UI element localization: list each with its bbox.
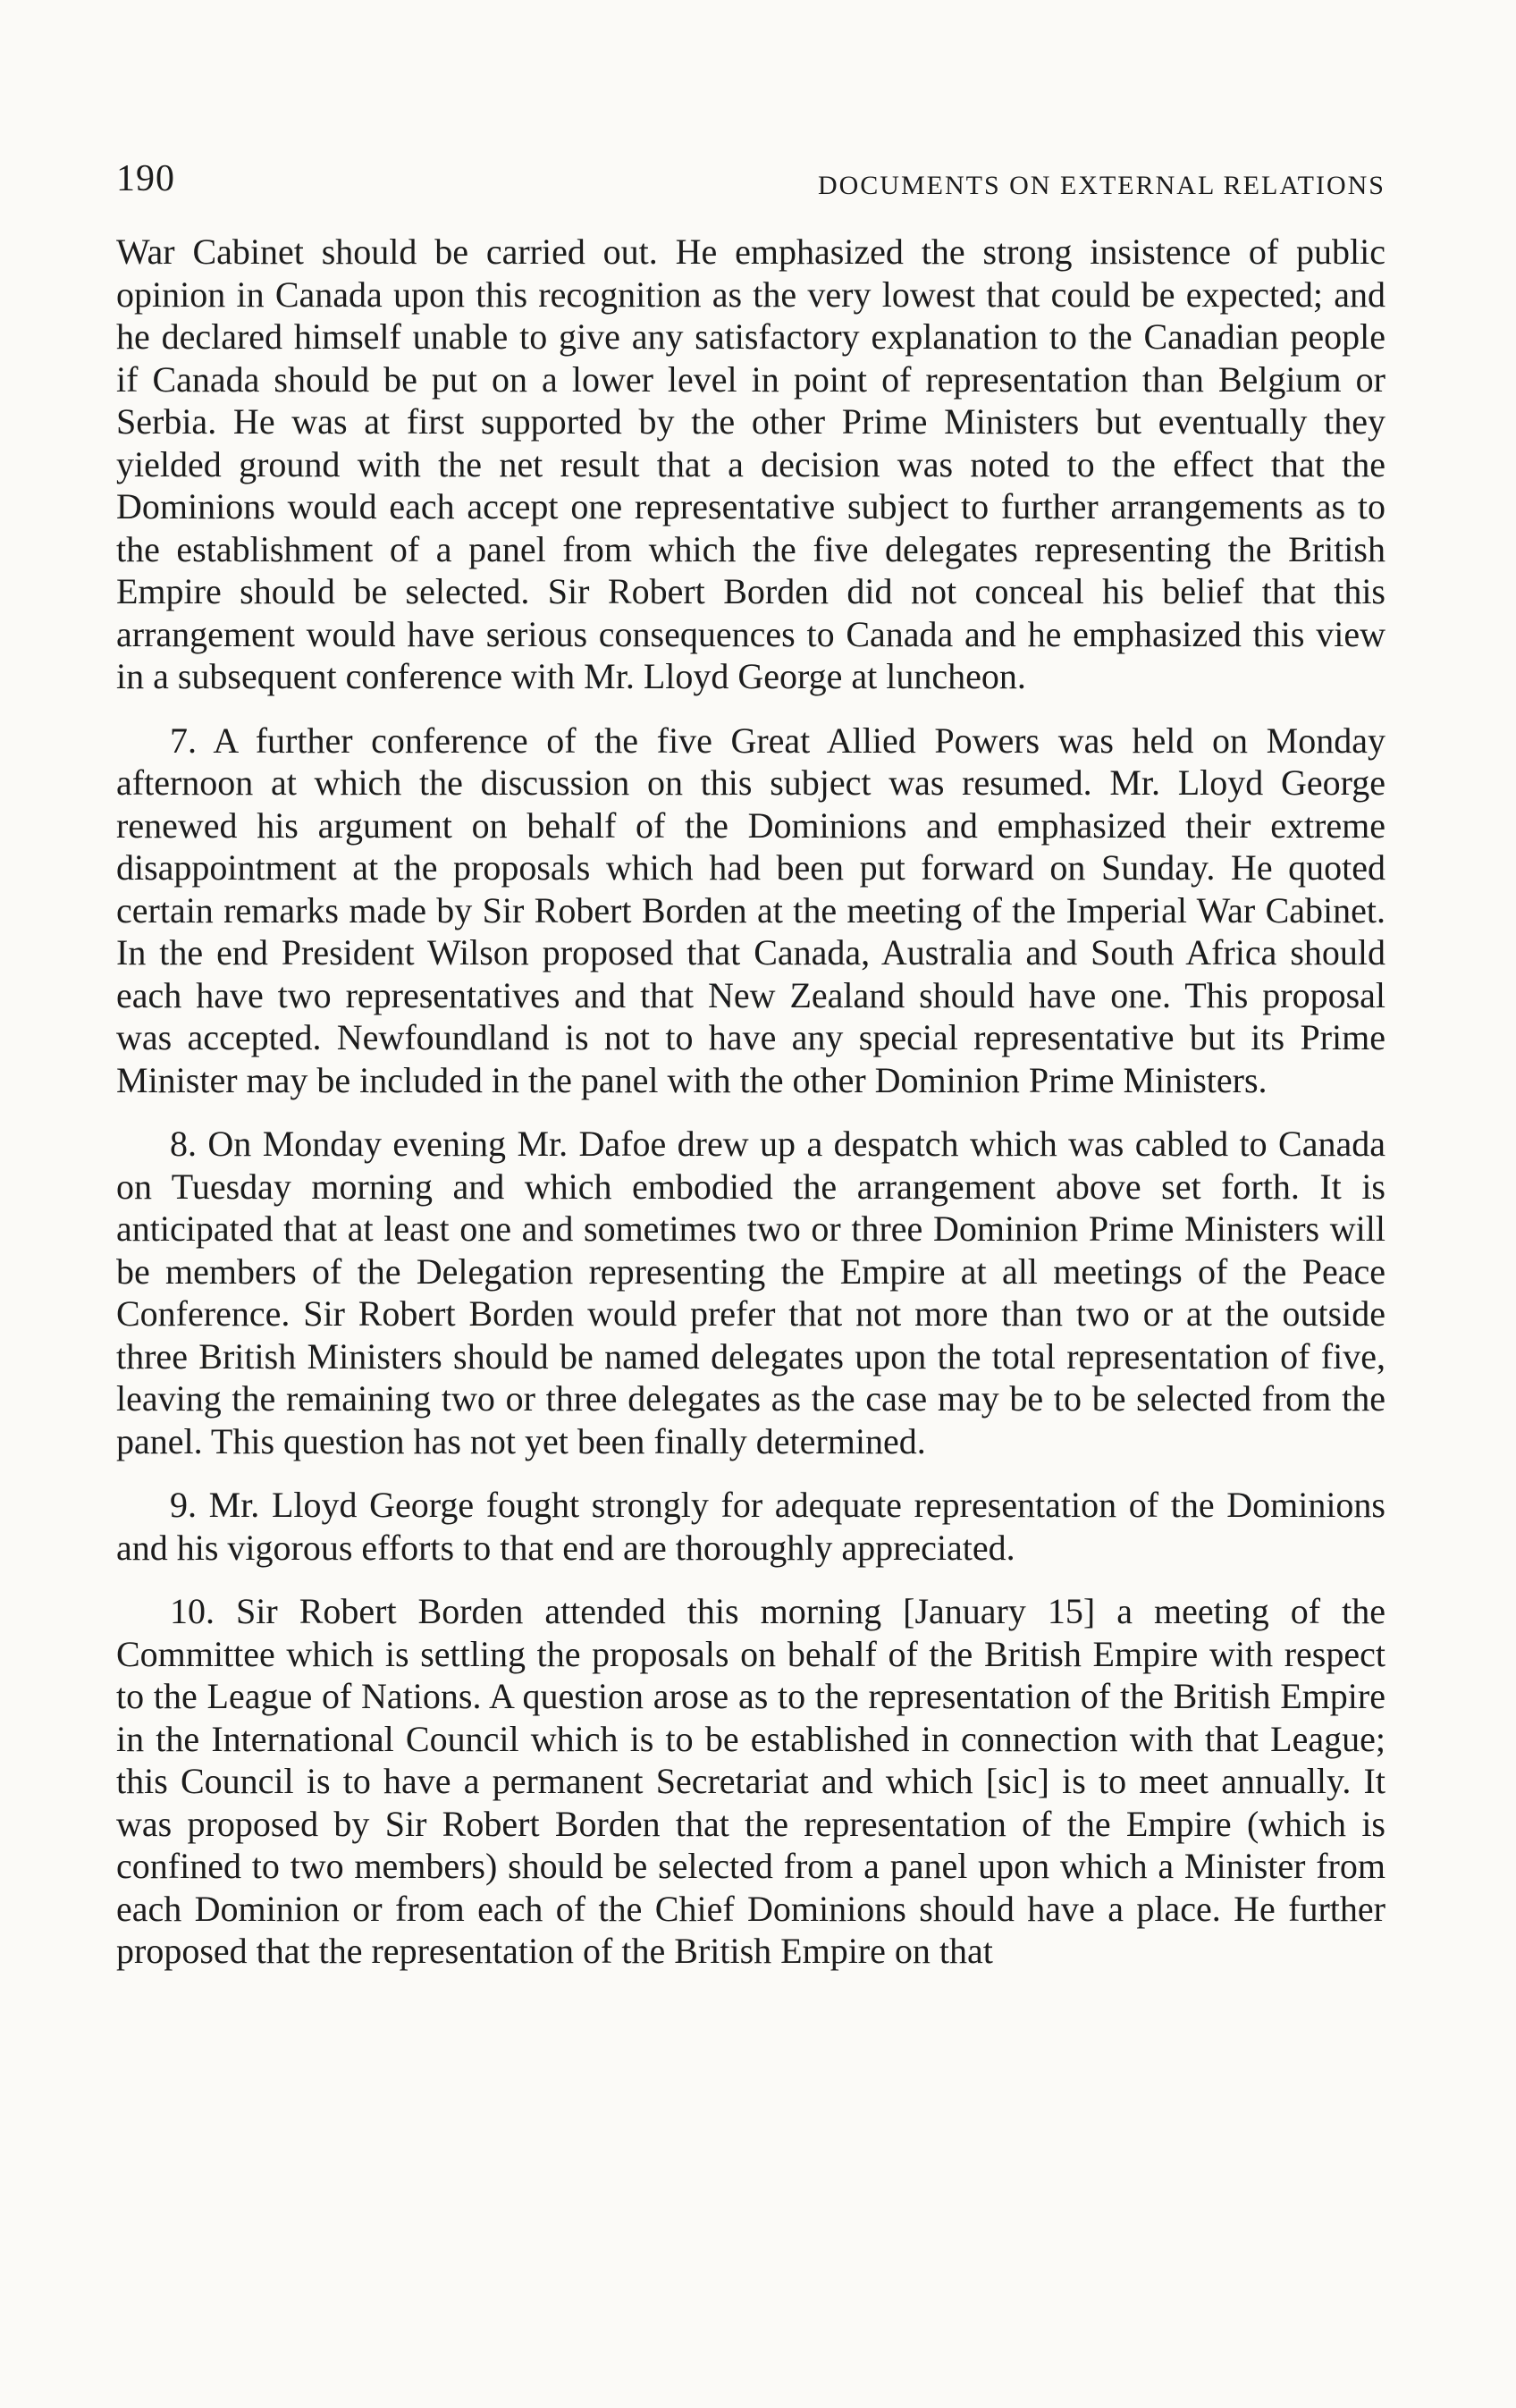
paragraph-continuation: War Cabinet should be carried out. He emphasized the strong insistence of public opinion in Canada upon this recognition as the very lowest that could be expected; and he declared himself unable to give any satisfactory explanation to the Canadian people if Canada should be put on a lower level in point of representation than Belgium or Serbia. He was at first supported by the other Prime Ministers but eventually they yielded ground with the net result that a decision was noted to the effect that the Dominions would each accept one representative subject to further arrangements as to the establishment of a panel from which the five delegates representing the British Empire should be selected. Sir Robert Borden did not conceal his belief that this arrangement would have serious consequences to Canada and he emphasized this view in a subsequent conference with Mr. Lloyd George at luncheon. (116, 232, 1385, 696)
running-title: DOCUMENTS ON EXTERNAL RELATIONS (817, 171, 1385, 200)
paragraph-9: 9. Mr. Lloyd George fought strongly for adequate representation of the Dominions and his vigorous efforts to that end are thoroughly appreciated. (116, 1485, 1385, 1568)
paragraph-10: 10. Sir Robert Borden attended this morning [January 15] a meeting of the Committee which is settling the proposals on behalf of the British Empire with respect to the League of Nations. A question arose as to the representation of the British Empire in the International Council which is to be established in connection with that League; this Council is to have a permanent Secretariat and which [sic] is to meet annually. It was proposed by Sir Robert Borden that the representation of the Empire (which is confined to two members) should be selected from a panel upon which a Minister from each Dominion or from each of the Chief Dominions should have a place. He further proposed that the representation of the British Empire on that (116, 1591, 1385, 1971)
paragraph-8: 8. On Monday evening Mr. Dafoe drew up a despatch which was cabled to Canada on Tuesday morning and which embodied the arrangement above set forth. It is anticipated that at least one and sometimes two or three Dominion Prime Ministers will be members of the Delegation representing the Empire at all meetings of the Peace Conference. Sir Robert Borden would prefer that not more than two or at the outside three British Ministers should be named delegates upon the total representation of five, leaving the remaining two or three delegates as the case may be to be selected from the panel. This question has not yet been finally determined. (116, 1124, 1385, 1461)
body-text (116, 231, 1385, 1973)
document-page (116, 152, 1385, 1973)
page-number: 190 (116, 158, 175, 199)
running-head (116, 152, 1385, 206)
paragraph-7: 7. A further conference of the five Great Allied Powers was held on Monday afternoon at which the discussion on this subject was resumed. Mr. Lloyd George renewed his argument on behalf of the Dominions and emphasized their extreme disappointment at the proposals which had been put forward on Sunday. He quoted certain remarks made by Sir Robert Borden at the meeting of the Imperial War Cabinet. In the end President Wilson proposed that Canada, Australia and South Africa should each have two representatives and that New Zealand should have one. This proposal was accepted. Newfoundland is not to have any special representative but its Prime Minister may be included in the panel with the other Dominion Prime Ministers. (116, 720, 1385, 1100)
